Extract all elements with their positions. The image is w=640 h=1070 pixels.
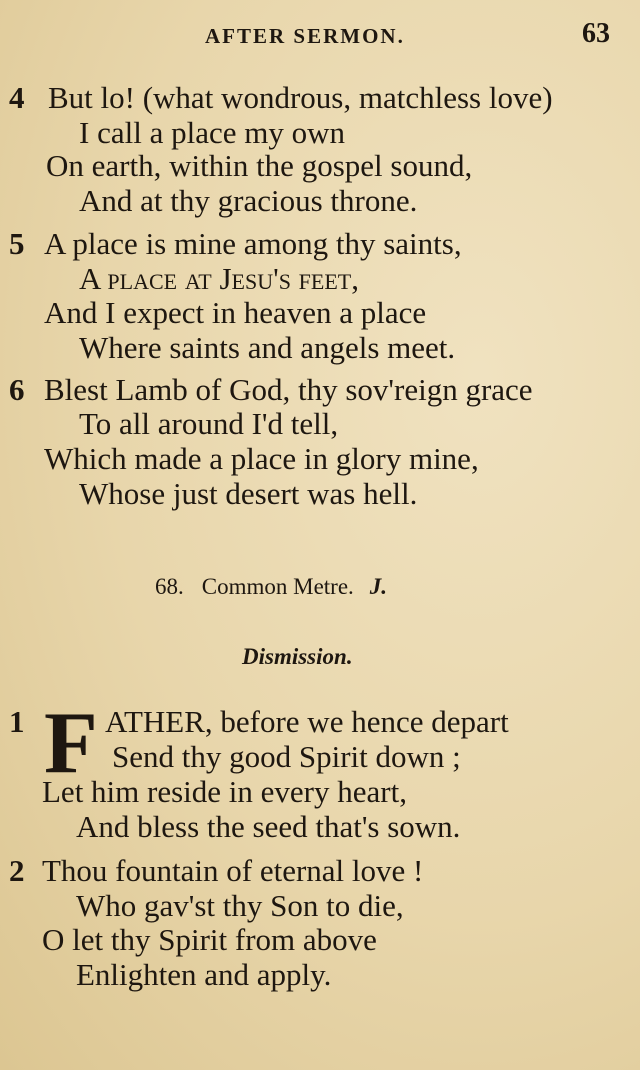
verse-line: On earth, within the gospel sound, [46,148,473,183]
verse-number: 4 [9,80,25,115]
verse-line: Which made a place in glory mine, [44,441,479,476]
hymn-author: J. [369,574,388,599]
verse-line: Send thy good Spirit down ; [112,739,461,774]
page-number: 63 [582,18,610,49]
verse-line: O let thy Spirit from above [42,922,377,957]
verse-number: 6 [9,372,25,407]
verse-number: 2 [9,853,25,888]
verse-line: Blest Lamb of God, thy sov'reign grace [44,372,533,407]
verse-line: And at thy gracious throne. [79,183,418,218]
verse-line: Where saints and angels meet. [79,330,456,365]
verse-line: But lo! (what wondrous, matchless love) [48,80,553,115]
hymn-metre: Common Metre. [201,574,354,599]
hymn-title: Dismission. [242,644,353,669]
verse-number: 1 [9,704,25,739]
hymn-number: 68. [155,574,184,599]
verse-line: And bless the seed that's sown. [76,809,461,844]
verse-line: To all around I'd tell, [79,406,339,441]
verse-line: Let him reside in every heart, [42,774,407,809]
verse-line: ATHER, before we hence depart [105,704,509,739]
verse-line: Thou fountain of eternal love ! [42,853,424,888]
verse-line: Enlighten and apply. [76,957,332,992]
verse-line: And I expect in heaven a place [44,295,427,330]
page-header [0,18,640,52]
verse-number: 5 [9,226,25,261]
verse-line: I call a place my own [79,115,345,150]
verse-line: A place is mine among thy saints, [44,226,462,261]
verse-line: A place at Jesu's feet, [79,261,359,296]
running-head: AFTER SERMON. [205,24,405,48]
drop-cap-letter: F [44,695,98,792]
verse-line: Who gav'st thy Son to die, [76,888,404,923]
hymn-heading [155,574,387,600]
verse-line: Whose just desert was hell. [79,476,418,511]
